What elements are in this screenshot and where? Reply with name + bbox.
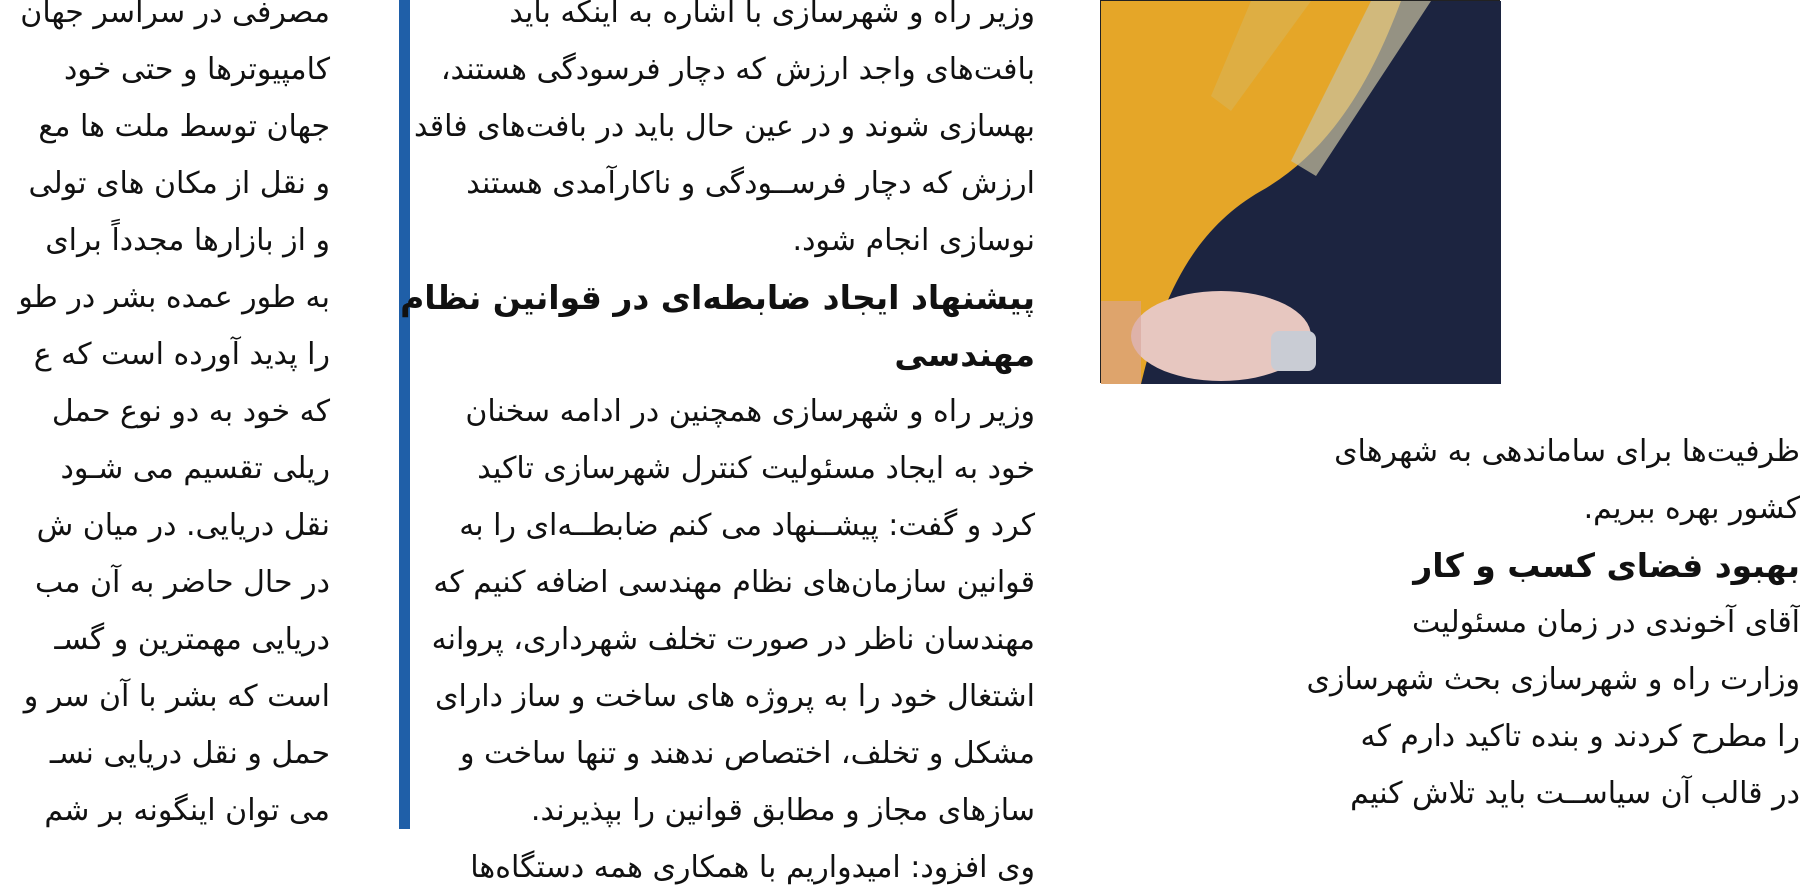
middle-article-column [400,0,1039,885]
text-line: و از بازارها مجدداً برای [45,223,330,258]
text-line: مشکل و تخلف، اختصاص ندهند و تنها ساخت و [460,736,1035,771]
article-photo [1100,0,1500,383]
text-line: در حال حاضر به آن مب [34,565,330,600]
text-line: در قالب آن سیاســت باید تلاش کنیم [1350,776,1800,811]
text-line: جهان توسط ملت ها مع [38,109,330,144]
section-heading: پیشنهاد ایجاد ضابطه‌ای در قوانین نظام [400,278,1035,317]
text-line: و نقل از مکان های تولی [28,166,330,201]
text-line: مهندسان ناظر در صورت تخلف شهرداری، پروانه [431,622,1035,657]
left-text-column [0,0,332,829]
text-line: ظرفیت‌ها برای ساماندهی به شهرهای [1334,434,1800,469]
text-line: بافت‌های واجد ارزش که دچار فرسودگی هستند، [440,52,1035,87]
text-line: مصرفی در سراسر جهان [20,0,330,30]
text-line: حمل و نقل دریایی نسـ [49,736,330,771]
text-line: آقای آخوندی در زمان مسئولیت [1411,605,1800,640]
text-line: وی افزود: امیدواریم با همکاری همه دستگاه‌ها [470,850,1035,885]
text-line: کرد و گفت: پیشــنهاد می کنم ضابطــه‌ای را به [459,508,1035,543]
text-line: وزیر راه و شهرسازی با اشاره به اینکه باید [509,0,1035,30]
section-heading: مهندسی [894,335,1035,374]
text-line: بهسازی شوند و در عین حال باید در بافت‌های فاقد [414,109,1035,144]
text-line: نقل دریایی. در میان ش [36,508,330,543]
left-column-lines [0,0,330,839]
text-line: سازهای مجاز و مطابق قوانین را بپذیرند. [530,793,1035,828]
right-column-lines [1100,423,1800,822]
text-line: دریایی مهمترین و گسـ [54,622,330,657]
text-line: نوسازی انجام شود. [792,223,1035,258]
middle-column-lines [400,0,1035,896]
text-line: کامپیوترها و حتی خود [63,52,330,87]
text-line: اشتغال خود را به پروژه های ساخت و ساز دارای [435,679,1035,714]
text-line: می توان اینگونه بر شم [44,793,330,828]
right-text-column [1100,383,1800,829]
text-line: به طور عمده بشر در طو [18,280,330,315]
text-line: را پدید آورده است که ع [33,337,330,372]
text-line: ارزش که دچار فرســودگی و ناکارآمدی هستند [466,166,1035,201]
column-divider [399,0,410,829]
text-line: که خود به دو نوع حمل [51,394,330,429]
photo-illustration [1101,1,1501,384]
text-line: قوانین سازمان‌های نظام مهندسی اضافه کنیم که [433,565,1035,600]
text-line: را مطرح کردند و بنده تاکید دارم که [1360,719,1800,754]
text-line: کشور بهره ببریم. [1583,491,1800,526]
text-line: ریلی تقسیم می شـود [60,451,330,486]
section-heading: بهبود فضای کسب و کار [1413,546,1800,585]
text-line: است که بشر با آن سر و [23,679,330,714]
text-line: وزارت راه و شهرسازی بحث شهرسازی [1306,662,1800,697]
text-line: وزیر راه و شهرسازی همچنین در ادامه سخنان [465,394,1035,429]
text-line: خود به ایجاد مسئولیت کنترل شهرسازی تاکید [477,451,1035,486]
